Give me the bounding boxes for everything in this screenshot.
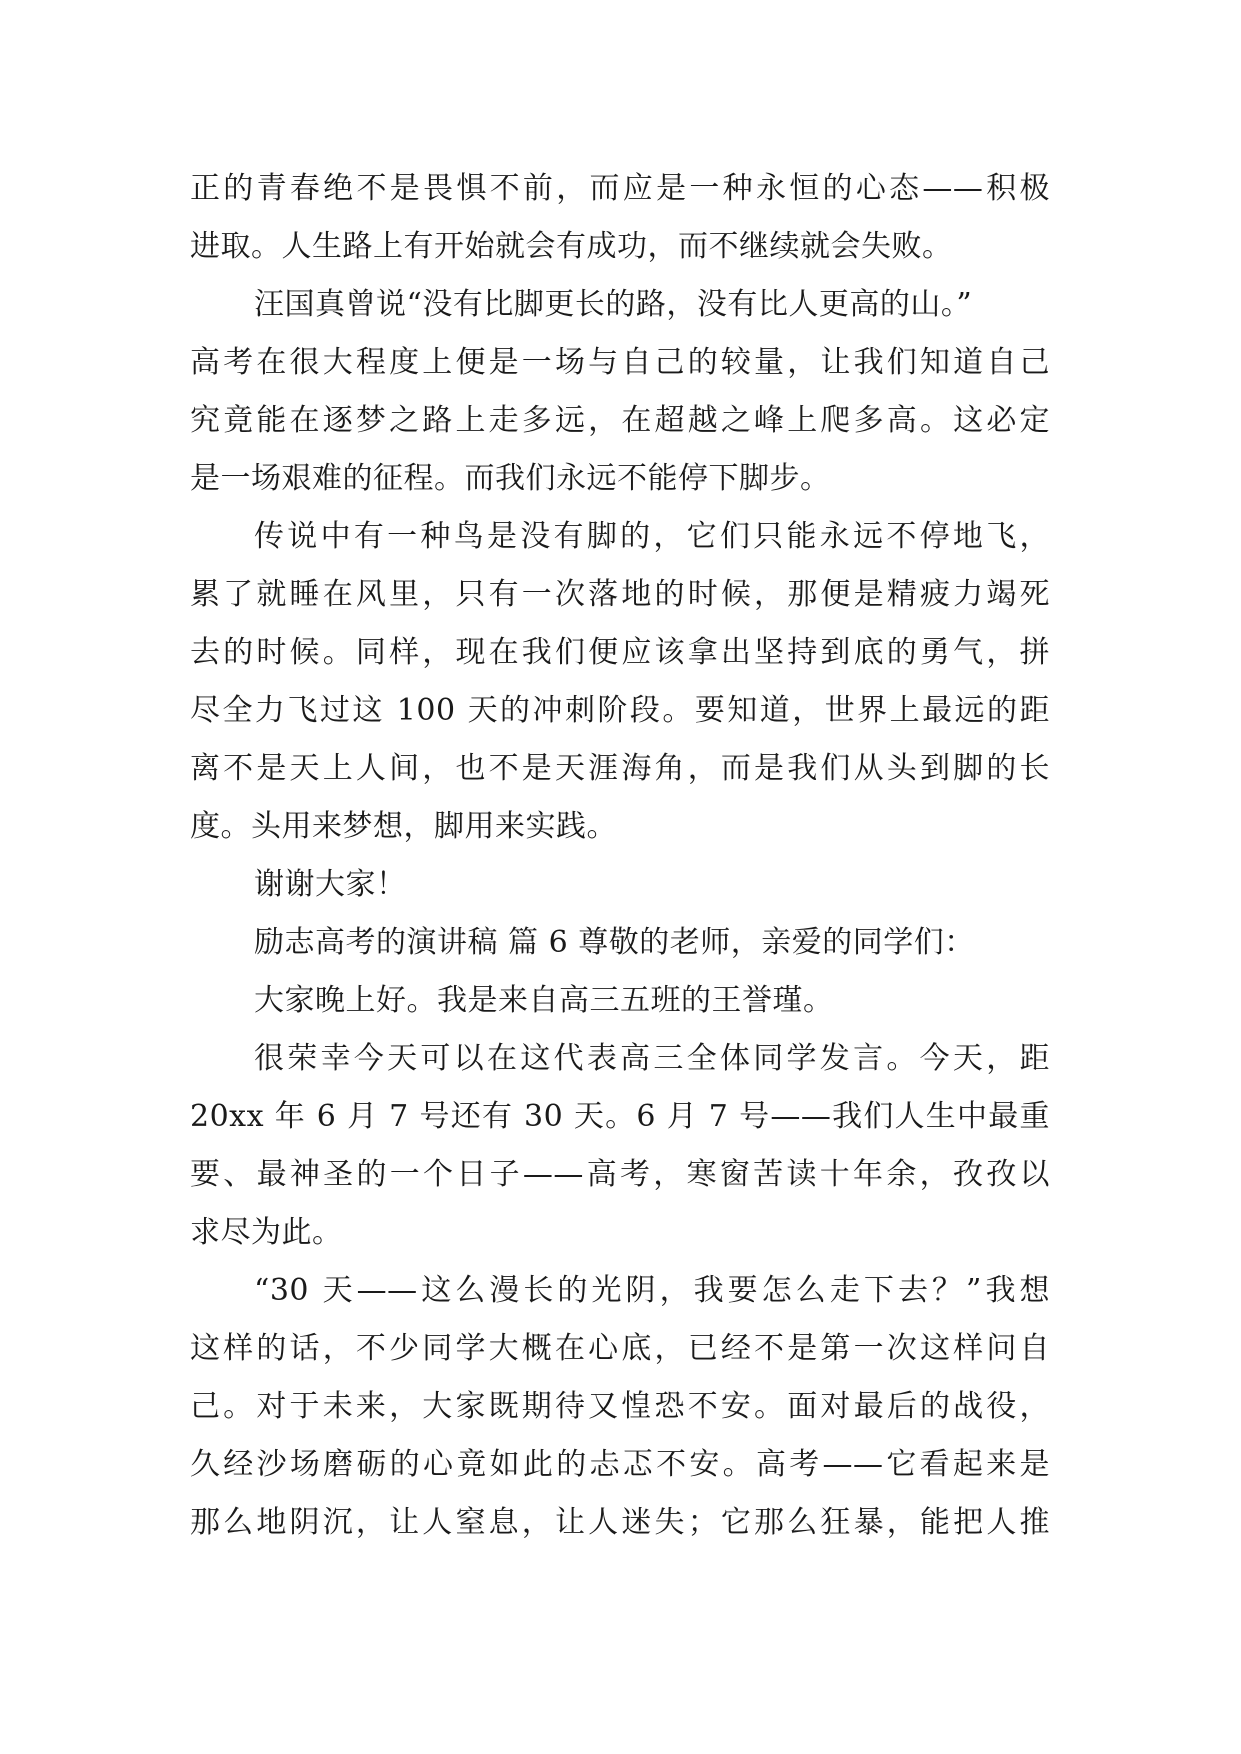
- text-line: 去的时候。同样，现在我们便应该拿出坚持到底的勇气，拼: [190, 635, 1050, 670]
- text-line: 要、最神圣的一个日子——高考，寒窗苦读十年余，孜孜以: [190, 1157, 1050, 1192]
- text-line: 究竟能在逐梦之路上走多远，在超越之峰上爬多高。这必定: [190, 403, 1050, 438]
- text-line: 是一场艰难的征程。而我们永远不能停下脚步。: [190, 461, 831, 496]
- paragraph-start-line: 汪国真曾说“没有比脚更长的路，没有比人更高的山。”: [254, 287, 973, 322]
- text-line: 20xx 年 6 月 7 号还有 30 天。6 月 7 号——我们人生中最重: [190, 1099, 1050, 1134]
- text-line: 这样的话，不少同学大概在心底，已经不是第一次这样问自: [190, 1331, 1050, 1366]
- paragraph-start-line: 传说中有一种鸟是没有脚的，它们只能永远不停地飞，: [254, 519, 1050, 554]
- text-line: 求尽为此。: [190, 1215, 343, 1250]
- paragraph-start-line: 大家晚上好。我是来自高三五班的王誉瑾。: [254, 983, 834, 1018]
- text-line: 久经沙场磨砺的心竟如此的忐忑不安。高考——它看起来是: [190, 1447, 1050, 1482]
- paragraph-start-line: 谢谢大家！: [254, 867, 407, 902]
- paragraph-start-line: 很荣幸今天可以在这代表高三全体同学发言。今天，距: [254, 1041, 1050, 1076]
- text-line: 离不是天上人间，也不是天涯海角，而是我们从头到脚的长: [190, 751, 1050, 786]
- document-body: [190, 160, 1050, 1552]
- text-line: 进取。人生路上有开始就会有成功，而不继续就会失败。: [190, 229, 953, 264]
- text-line: 度。头用来梦想，脚用来实践。: [190, 809, 617, 844]
- text-line: 累了就睡在风里，只有一次落地的时候，那便是精疲力竭死: [190, 577, 1050, 612]
- text-line: 高考在很大程度上便是一场与自己的较量，让我们知道自己: [190, 345, 1050, 380]
- text-line: 正的青春绝不是畏惧不前，而应是一种永恒的心态——积极: [190, 171, 1050, 206]
- paragraph-start-line: “30 天——这么漫长的光阴，我要怎么走下去？”我想: [254, 1273, 1050, 1308]
- paragraph-start-line: 励志高考的演讲稿 篇 6 尊敬的老师，亲爱的同学们：: [254, 925, 975, 960]
- text-line: 尽全力飞过这 100 天的冲刺阶段。要知道，世界上最远的距: [190, 693, 1050, 728]
- text-line: 己。对于未来，大家既期待又惶恐不安。面对最后的战役，: [190, 1389, 1050, 1424]
- text-line: 那么地阴沉，让人窒息，让人迷失；它那么狂暴，能把人推: [190, 1505, 1050, 1540]
